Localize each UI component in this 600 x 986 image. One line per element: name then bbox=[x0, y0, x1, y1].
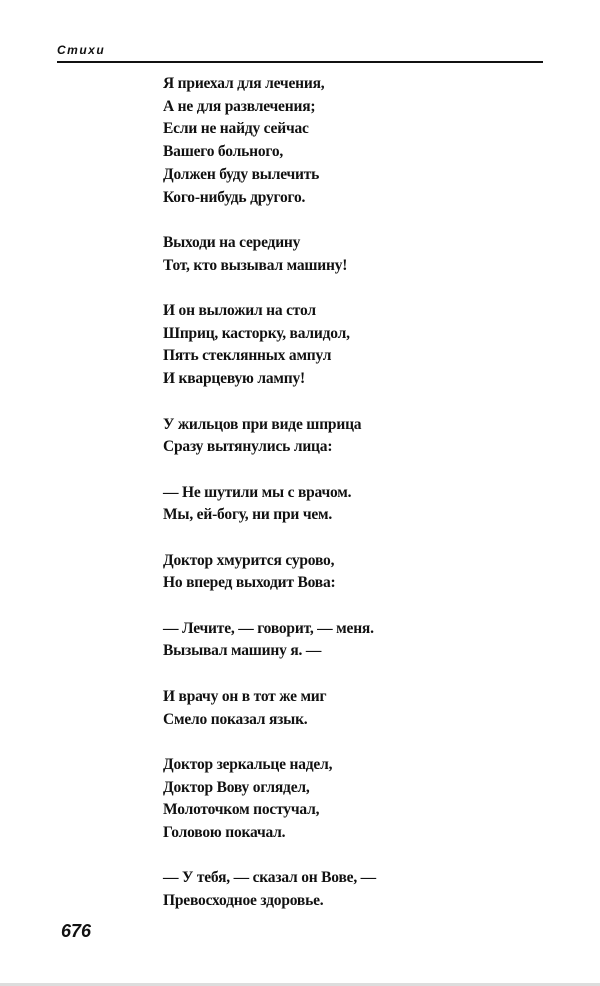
stanza bbox=[163, 482, 376, 527]
poem-line: Кого-нибудь другого. bbox=[163, 188, 306, 206]
stanza bbox=[163, 686, 376, 731]
poem-line: И врачу он в тот же миг bbox=[163, 687, 327, 705]
poem-line: Вашего больного, bbox=[163, 143, 284, 161]
stanza bbox=[163, 73, 376, 209]
stanza bbox=[163, 550, 376, 595]
header-rule bbox=[57, 61, 543, 63]
poem-line: Пять стеклянных ампул bbox=[163, 347, 332, 365]
poem-line: Молоточком постучал, bbox=[163, 801, 320, 819]
poem-line: Выходи на середину bbox=[163, 233, 301, 251]
poem-line: А не для развлечения; bbox=[163, 97, 316, 115]
poem-line: У жильцов при виде шприца bbox=[163, 415, 362, 433]
poem-line: Превосходное здоровье. bbox=[163, 892, 324, 910]
running-header: Стихи bbox=[57, 43, 106, 57]
poem-line: И кварцевую лампу! bbox=[163, 370, 305, 388]
poem-line: Шприц, касторку, валидол, bbox=[163, 324, 350, 342]
poem-line: Я приехал для лечения, bbox=[163, 75, 325, 92]
poem-line: Тот, кто вызывал машину! bbox=[163, 256, 348, 274]
stanza bbox=[163, 618, 376, 663]
poem-body bbox=[163, 73, 376, 936]
poem-line: Должен буду вылечить bbox=[163, 165, 320, 183]
poem-line: — У тебя, — сказал он Вове, — bbox=[163, 869, 376, 887]
poem-line: — Лечите, — говорит, — меня. bbox=[163, 619, 374, 637]
poem-line: Доктор зеркальце надел, bbox=[163, 755, 333, 773]
stanza bbox=[163, 232, 376, 277]
poem-line: Мы, ей-богу, ни при чем. bbox=[163, 506, 333, 524]
stanza bbox=[163, 300, 376, 391]
poem-line: Вызывал машину я. — bbox=[163, 642, 322, 660]
stanza bbox=[163, 414, 376, 459]
poem-line: Доктор Вову оглядел, bbox=[163, 778, 310, 796]
page-number: 676 bbox=[61, 921, 92, 941]
poem-line: Смело показал язык. bbox=[163, 710, 308, 728]
stanza bbox=[163, 867, 376, 912]
poem-line: Сразу вытянулись лица: bbox=[163, 438, 333, 456]
poem-line: Если не найду сейчас bbox=[163, 120, 309, 138]
stanza bbox=[163, 754, 376, 845]
poem-line: Доктор хмурится сурово, bbox=[163, 551, 335, 569]
poem-line: Головою покачал. bbox=[163, 824, 286, 842]
poem-line: И он выложил на стол bbox=[163, 302, 316, 319]
poem-line: — Не шутили мы с врачом. bbox=[163, 483, 352, 501]
poem-line: Но вперед выходит Вова: bbox=[163, 574, 336, 592]
